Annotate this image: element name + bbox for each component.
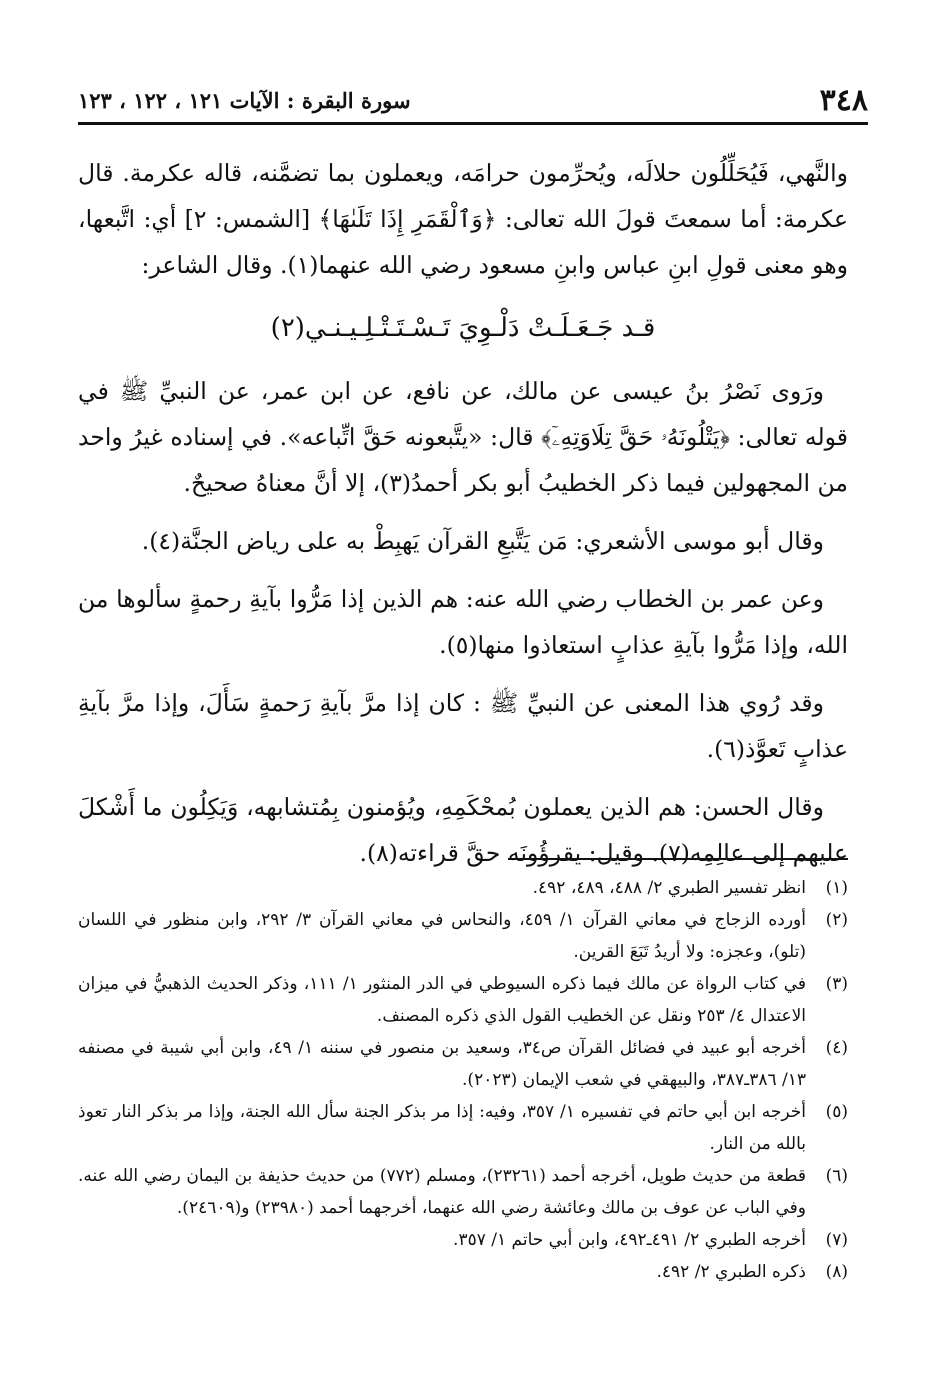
main-text bbox=[78, 150, 848, 888]
page-header bbox=[78, 78, 868, 125]
footnote-text: قطعة من حديث طويل، أخرجه أحمد (٢٣٢٦١)، ومسلم (٧٧٢) من حديث حذيفة بن اليمان رضي الله عنه. وفي الباب عن عوف بن مالك وعائشة رضي الله عنهما، أخرجهما أحمد (٢٣٩٨٠) و(٢٤٦٠٩). bbox=[78, 1166, 806, 1218]
footnote-text: أورده الزجاج في معاني القرآن ١/ ٤٥٩، والنحاس في معاني القرآن ٣/ ٢٩٢، وابن منظور في اللسان (تلو)، وعجزه: ولا أريدُ تَبَعَ القرين. bbox=[78, 910, 806, 962]
footnote-text: أخرجه الطبري ٢/ ٤٩١ـ٤٩٢، وابن أبي حاتم ١/ ٣٥٧. bbox=[453, 1230, 806, 1250]
footnote bbox=[78, 1160, 848, 1224]
footnote-number: (٤) bbox=[825, 1038, 848, 1058]
footnote bbox=[78, 1256, 848, 1288]
footnote bbox=[78, 904, 848, 968]
poetry-verse: قـد جَـعَـلَـتْ دَلْـوِيَ تَـسْـتَـتْـلِـيـنـي(٢) bbox=[270, 313, 656, 343]
footnote-text: انظر تفسير الطبري ٢/ ٤٨٨، ٤٨٩، ٤٩٢. bbox=[532, 878, 806, 898]
footnote bbox=[78, 1096, 848, 1160]
footnote bbox=[78, 1224, 848, 1256]
footnote-number: (٢) bbox=[825, 910, 848, 930]
paragraph: وقال أبو موسى الأشعري: مَن يَتَّبعِ القرآن يَهبِطْ به على رياض الجنَّة(٤). bbox=[141, 527, 824, 555]
footnote-number: (٨) bbox=[825, 1262, 848, 1282]
paragraph: وقد رُوي هذا المعنى عن النبيِّ ﷺ : كان إذا مرَّ بآيةِ رَحمةٍ سَأَلَ، وإذا مرَّ بآيةِ عذابٍ تَعوَّذ(٦). bbox=[78, 689, 848, 763]
footnote bbox=[78, 1032, 848, 1096]
footnote-text: أخرجه ابن أبي حاتم في تفسيره ١/ ٣٥٧، وفيه: إذا مر بذكر الجنة سأل الله الجنة، وإذا مر بذكر النار تعوذ بالله من النار. bbox=[78, 1102, 807, 1154]
paragraph: والنَّهي، فَيُحَلِّلُون حلالَه، ويُحرِّمون حرامَه، ويعملون بما تضمَّنه، قاله عكرمة. قال عكرمة: أما سمعتَ قولَ الله تعالى: ﴿وَٱلْقَمَرِ إِذَا تَلَىٰهَا﴾ [الشمس: ٢] أي: اتَّبعها، وهو معنى قولِ ابنِ عباس وابنِ مسعود رضي الله عنهما(١). وقال الشاعر: bbox=[78, 159, 848, 279]
paragraph: ورَوى نَصْرُ بنُ عيسى عن مالك، عن نافع، عن ابن عمر، عن النبيِّ ﷺ في قوله تعالى: ﴿يَتْلُونَهُۥ حَقَّ تِلَاوَتِهِۦٓ﴾ قال: «يتَّبعونه حَقَّ اتِّباعه». في إسناده غيرُ واحد من المجهولين فيما ذكر الخطيبُ أبو بكر أحمدُ(٣)، إلا أنَّ معناهُ صحيحٌ. bbox=[78, 377, 848, 497]
running-title: سورة البقرة : الآيات ١٢١ ، ١٢٢ ، ١٢٣ bbox=[78, 87, 411, 113]
footnote-number: (٦) bbox=[825, 1166, 848, 1186]
paragraph: وقال الحسن: هم الذين يعملون بُمحْكَمِهِ، ويُؤمنون بِمُتشابهه، وَيَكِلُون ما أَشْكلَ عليهم إلى عالِمِه(٧). وقيل: يقرؤُونَه حقَّ قراءته(٨). bbox=[78, 793, 848, 867]
footnote-text: ذكره الطبري ٢/ ٤٩٢. bbox=[656, 1262, 806, 1282]
footnotes bbox=[78, 872, 848, 1288]
footnote-number: (٧) bbox=[825, 1230, 848, 1250]
footnote bbox=[78, 872, 848, 904]
footnote-number: (١) bbox=[825, 878, 848, 898]
footnote-number: (٥) bbox=[825, 1102, 848, 1122]
page-number: ٣٤٨ bbox=[819, 82, 868, 118]
footnote-text: في كتاب الرواة عن مالك فيما ذكره السيوطي في الدر المنثور ١/ ١١١، وذكر الحديث الذهبيُّ في ميزان الاعتدال ٤/ ٢٥٣ ونقل عن الخطيب القول الذي ذكره المصنف. bbox=[78, 974, 806, 1026]
footnote-number: (٣) bbox=[825, 974, 848, 994]
footnote-text: أخرجه أبو عبيد في فضائل القرآن ص٣٤، وسعيد بن منصور في سننه ١/ ٤٩، وابن أبي شيبة في مصنفه ١٣/ ٣٨٦ـ٣٨٧، والبيهقي في شعب الإيمان (٢٠٢٣). bbox=[78, 1038, 806, 1090]
paragraph: وعن عمر بن الخطاب رضي الله عنه: هم الذين إذا مَرُّوا بآيةِ رحمةٍ سألوها من الله، وإذا مَرُّوا بآيةِ عذابٍ استعاذوا منها(٥). bbox=[78, 585, 848, 659]
footnote-separator bbox=[508, 858, 848, 860]
footnote bbox=[78, 968, 848, 1032]
